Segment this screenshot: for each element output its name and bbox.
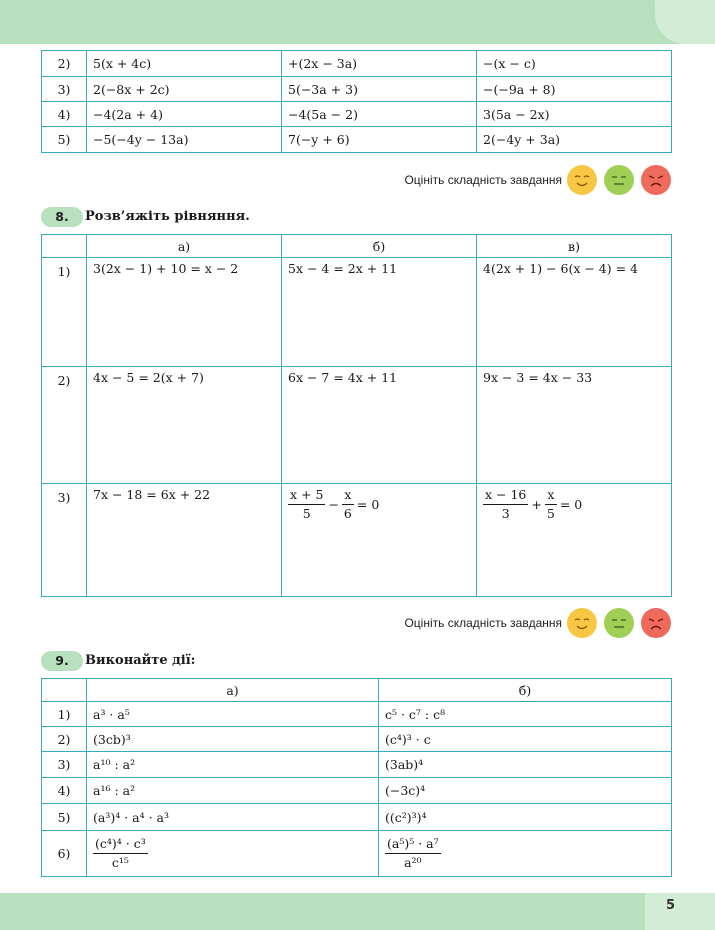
fraction-equation-cell: $\frac{x + 5}{5}$ − $\frac{x}{6}$ = 0 [282, 484, 477, 597]
table-row [42, 77, 672, 102]
cell-c: −(−9a + 8) [477, 77, 672, 102]
page-number: 5 [666, 898, 676, 913]
neutral-face-icon[interactable] [604, 608, 634, 638]
fraction: $\frac{x}{6}$ [343, 487, 352, 521]
table-row [42, 51, 672, 77]
column-header: б) [282, 235, 477, 258]
expression-cell: a¹⁰ : a² [87, 752, 379, 778]
task-number-badge: 9. [41, 651, 83, 671]
table-row [42, 702, 672, 727]
row-number: 2) [42, 367, 87, 484]
bottom-band-corner [645, 893, 715, 930]
cell-b: 7(−y + 6) [282, 127, 477, 153]
row-number: 3) [42, 752, 87, 778]
expression-cell: a¹⁶ : a² [87, 778, 379, 804]
table-row [42, 752, 672, 778]
expression-cell: (3ab)⁴ [379, 752, 672, 778]
cell-b: −4(5a − 2) [282, 102, 477, 127]
task-8-table [41, 234, 672, 597]
column-header: а) [87, 235, 282, 258]
column-header: б) [379, 679, 672, 702]
cell-b: 5(−3a + 3) [282, 77, 477, 102]
column-header: а) [87, 679, 379, 702]
equation-cell: 6x − 7 = 4x + 11 [282, 367, 477, 484]
row-number: 3) [42, 484, 87, 597]
row-number: 5) [42, 127, 87, 153]
rating-label: Оцініть складність завдання [404, 616, 562, 630]
row-number: 5) [42, 804, 87, 831]
row-number: 2) [42, 51, 87, 77]
cell-a: 2(−8x + 2c) [87, 77, 282, 102]
expression-cell: a³ · a⁵ [87, 702, 379, 727]
column-header: в) [477, 235, 672, 258]
expression-cell: (a³)⁴ · a⁴ · a³ [87, 804, 379, 831]
cell-b: +(2x − 3a) [282, 51, 477, 77]
top-band [0, 0, 715, 44]
equation-cell: 5x − 4 = 2x + 11 [282, 258, 477, 367]
fraction-cell [379, 831, 672, 877]
table-row [42, 484, 672, 597]
difficulty-rating [0, 165, 715, 197]
bottom-band-tab [0, 893, 645, 930]
equation-cell: 4(2x + 1) − 6(x − 4) = 4 [477, 258, 672, 367]
sad-face-icon[interactable] [641, 608, 671, 638]
row-number: 4) [42, 102, 87, 127]
cell-c: 3(5a − 2x) [477, 102, 672, 127]
table-row [42, 127, 672, 153]
table-row [42, 727, 672, 752]
expression-cell: (3cb)³ [87, 727, 379, 752]
fraction-equation-cell: $\frac{x - 16}{3}$ + $\frac{x}{5}$ = 0 [477, 484, 672, 597]
fraction: $\frac{x + 5}{5}$ [290, 487, 324, 521]
table-row [42, 804, 672, 831]
row-number: 3) [42, 77, 87, 102]
fraction-cell [87, 831, 379, 877]
row-number: 2) [42, 727, 87, 752]
table-row [42, 367, 672, 484]
table-header-row [42, 235, 672, 258]
difficulty-rating [0, 608, 715, 640]
cell-a: −5(−4y − 13a) [87, 127, 282, 153]
row-number: 1) [42, 702, 87, 727]
cell-c: 2(−4y + 3a) [477, 127, 672, 153]
task-title: Розв’яжіть рівняння. [85, 209, 250, 224]
table-row [42, 258, 672, 367]
header-empty [42, 235, 87, 258]
top-table [41, 50, 672, 153]
table-header-row [42, 679, 672, 702]
neutral-face-icon[interactable] [604, 165, 634, 195]
sad-face-icon[interactable] [641, 165, 671, 195]
cell-a: 5(x + 4c) [87, 51, 282, 77]
cell-c: −(x − c) [477, 51, 672, 77]
fraction: $\frac{\text{(c⁴)⁴ · c³}}{\text{c¹⁵}}$ [95, 836, 146, 870]
task-9-table [41, 678, 672, 877]
expression-cell: ((c²)³)⁴ [379, 804, 672, 831]
row-number: 1) [42, 258, 87, 367]
expression-cell: (c⁴)³ · c [379, 727, 672, 752]
table-row [42, 831, 672, 877]
table-row [42, 778, 672, 804]
task-number-badge: 8. [41, 207, 83, 227]
bottom-band [0, 893, 715, 930]
task-title: Виконайте дії: [85, 653, 196, 668]
fraction: $\frac{\text{(a⁵)⁵ · a⁷}}{\text{a²⁰}}$ [387, 836, 439, 870]
easy-face-icon[interactable] [567, 165, 597, 195]
easy-face-icon[interactable] [567, 608, 597, 638]
rating-label: Оцініть складність завдання [404, 173, 562, 187]
cell-a: −4(2a + 4) [87, 102, 282, 127]
fraction: $\frac{x}{5}$ [546, 487, 555, 521]
row-number: 6) [42, 831, 87, 877]
expression-cell: (−3c)⁴ [379, 778, 672, 804]
equation-cell: 9x − 3 = 4x − 33 [477, 367, 672, 484]
table-row [42, 102, 672, 127]
equation-cell: 3(2x − 1) + 10 = x − 2 [87, 258, 282, 367]
header-empty [42, 679, 87, 702]
equation-cell: 4x − 5 = 2(x + 7) [87, 367, 282, 484]
row-number: 4) [42, 778, 87, 804]
top-band-corner [655, 0, 715, 44]
equation-cell: 7x − 18 = 6x + 22 [87, 484, 282, 597]
fraction: $\frac{x - 16}{3}$ [485, 487, 527, 521]
expression-cell: c⁵ · c⁷ : c⁸ [379, 702, 672, 727]
